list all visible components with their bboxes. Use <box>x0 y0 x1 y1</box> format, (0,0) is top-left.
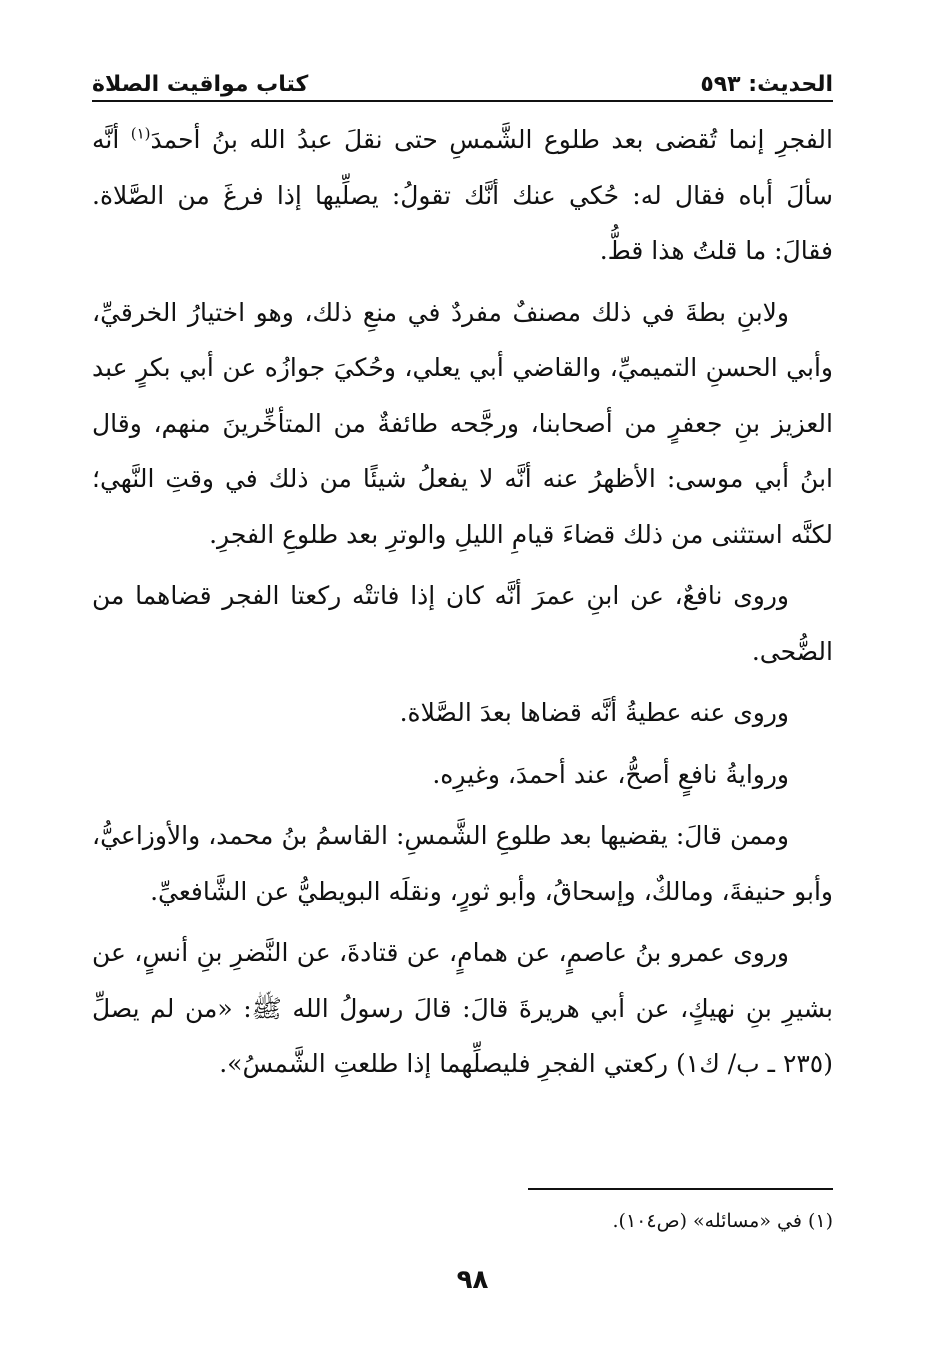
hadith-number-label: الحديث: ٥٩٣ <box>700 72 833 97</box>
header-divider <box>92 100 833 102</box>
running-header <box>92 62 833 98</box>
paragraph: ولابنِ بطةَ في ذلك مصنفٌ مفردٌ في منعِ ذلك، وهو اختيارُ الخرقيِّ، وأبي الحسنِ التميميِّ، والقاضي أبي يعلي، وحُكيَ جوازُه عن أبي بكرٍ عبد العزيز بنِ جعفرٍ من أصحابنا، ورجَّحه طائفةٌ من المتأخِّرينَ منهم، وقال ابنُ أبي موسى: الأظهرُ عنه أنَّه لا يفعلُ شيئًا من ذلك في وقتِ النَّهي؛ لكنَّه استثنى من ذلك قضاءَ قيامِ الليلِ والوترِ بعد طلوعِ الفجرِ. <box>92 297 833 549</box>
footnote-reference: (١) <box>130 124 151 143</box>
paragraph: وروى عمرو بنُ عاصمٍ، عن همامٍ، عن قتادةَ، عن النَّضرِ بنِ أنسٍ، عن بشيرِ بنِ نهيكٍ، عن أبي هريرةَ قالَ: قالَ رسولُ الله ﷺ: «من لم يصلِّ (٢٣٥ ـ ب/ ك١) ركعتي الفجرِ فليصلِّهما إذا طلعتِ الشَّمسُ». <box>92 938 833 1078</box>
paragraph: وروايةُ نافعٍ أصحُّ، عند أحمدَ، وغيرِه. <box>432 759 789 789</box>
footnote-divider <box>528 1188 833 1190</box>
footnote: (١) في «مسائله» (ص١٠٤). <box>612 1210 833 1232</box>
paragraph-text: الفجرِ إنما تُقضى بعد طلوع الشَّمسِ حتى نقلَ عبدُ الله بنُ أحمدَ <box>150 125 833 154</box>
paragraph: وروى نافعٌ، عن ابنِ عمرَ أنَّه كان إذا فاتتْه ركعتا الفجر قضاهما من الضُّحى. <box>92 581 833 666</box>
paragraph: وروى عنه عطيةُ أنَّه قضاها بعدَ الصَّلاة. <box>399 698 789 727</box>
paragraph <box>92 112 833 279</box>
paragraph: وممن قالَ: يقضيها بعد طلوعِ الشَّمسِ: القاسمُ بنُ محمد، والأوزاعيُّ، وأبو حنيفةَ، ومالكٌ، وإسحاقُ، وأبو ثورٍ، ونقلَه البويطيُّ عن الشَّافعيِّ. <box>92 821 833 906</box>
paragraph-text: أنَّه سألَ أباه فقال له: حُكي عنك أنَّك تقولُ: يصلِّيها إذا فرغَ من الصَّلاة. فقالَ: ما قلتُ هذا قطُّ. <box>92 125 833 265</box>
chapter-title: كتاب مواقيت الصلاة <box>92 72 309 97</box>
page-number: ٩٨ <box>456 1265 489 1295</box>
main-text <box>92 112 833 1098</box>
